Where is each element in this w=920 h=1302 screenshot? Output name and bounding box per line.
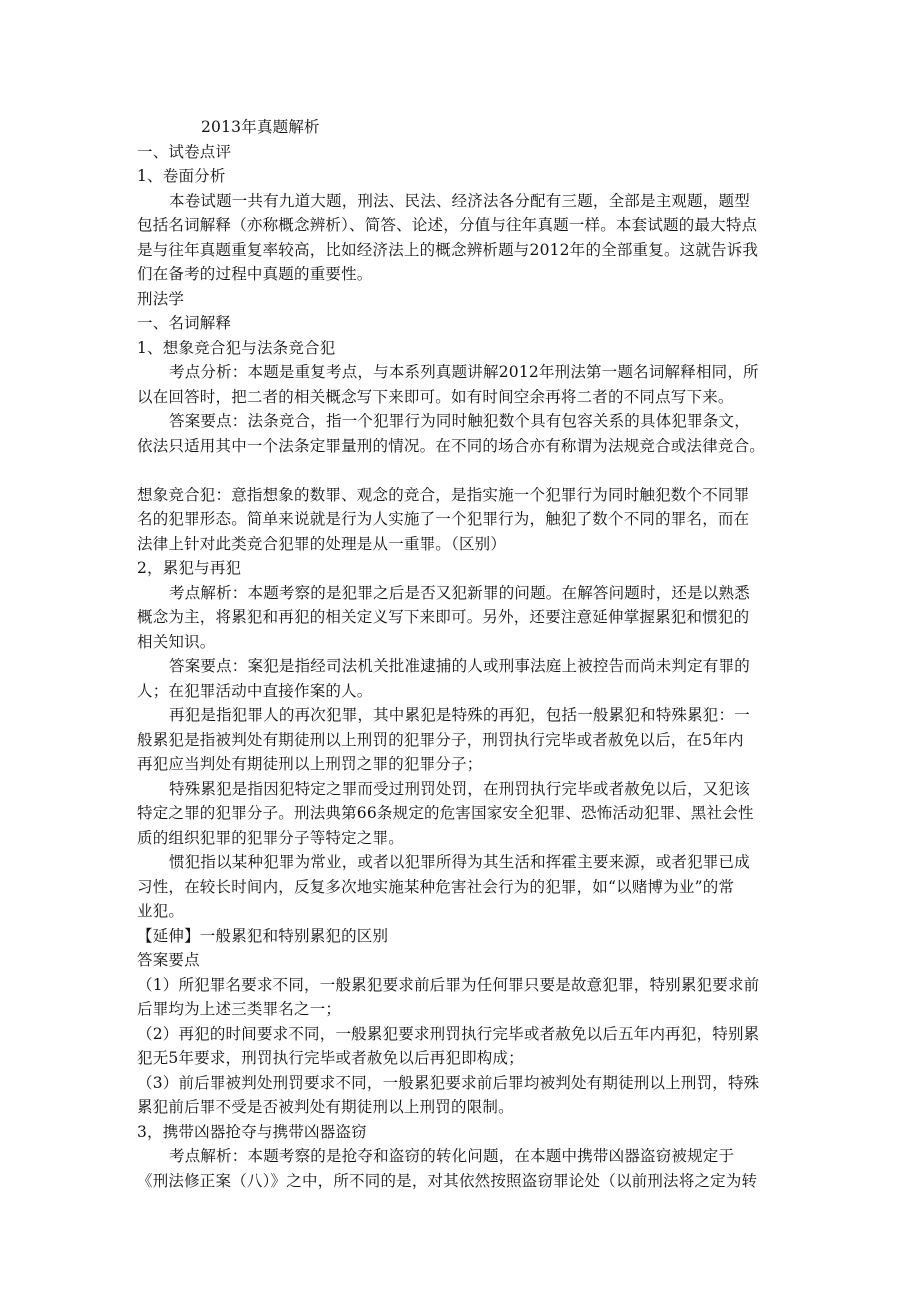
text-line: 累犯前后罪不受是否被判处有期徒刑以上刑罚的限制。 [137, 1098, 514, 1116]
text-line: 概念为主，将累犯和再犯的相关定义写下来即可。另外，还要注意延伸掌握累犯和惯犯的 [137, 608, 750, 626]
text-line: 犯无5年要求，刑罚执行完毕或者赦免以后再犯即构成； [137, 1049, 524, 1067]
text-line: 包括名词解释（亦称概念辨析）、简答、论述，分值与往年真题一样。本套试题的最大特点 [137, 216, 758, 234]
text-line: 考点分析：本题是重复考点，与本系列真题讲解2012年刑法第一题名词解释相同，所 [169, 363, 759, 381]
text-line: 相关知识。 [137, 632, 216, 651]
text-line: （1）所犯罪名要求不同，一般累犯要求前后罪为任何罪只要是故意犯罪，特别累犯要求前 [137, 975, 760, 994]
text-line: 考点解析：本题考察的是抢夺和盗窃的转化问题，在本题中携带凶器盗窃被规定于 [169, 1147, 735, 1165]
blank-line [137, 458, 785, 483]
text-line: 考点解析：本题考察的是犯罪之后是否又犯新罪的问题。在解答问题时，还是以熟悉 [169, 583, 750, 602]
text-line: 法律上针对此类竞合犯罪的处理是从一重罪。（区别） [137, 534, 507, 553]
text-line: 般累犯是指被判处有期徒刑以上刑罚的犯罪分子，刑罚执行完毕或者赦免以后，在5年内 [137, 730, 744, 749]
text-line: 们在备考的过程中真题的重要性。 [137, 265, 373, 283]
text-line: 后罪均为上述三类罪名之一； [137, 1000, 342, 1018]
text-line: 质的组织犯罪的犯罪分子等特定之罪。 [137, 828, 404, 847]
text-line: 习性，在较长时间内，反复多次地实施某种危害社会行为的犯罪，如“以赌博为业”的常 [137, 877, 735, 896]
text-line: 以在回答时，把二者的相关概念写下来即可。如有时间空余再将二者的不同点写下来。 [137, 387, 734, 406]
text-line: 特殊累犯是指因犯特定之罪而受过刑罚处罚，在刑罚执行完毕或者赦免以后，又犯该 [169, 779, 750, 798]
text-line: 1、卷面分析 [137, 167, 226, 185]
text-line: 刑法学 [137, 289, 185, 308]
text-line: 特定之罪的犯罪分子。刑法典第66条规定的危害国家安全犯罪、恐怖活动犯罪、黑社会性 [137, 804, 754, 822]
text-line: 名的犯罪形态。简单来说就是行为人实施了一个犯罪行为，触犯了数个不同的罪名，而在 [137, 510, 750, 528]
document-body [137, 115, 785, 1193]
text-line: 《刑法修正案（八）》之中，所不同的是，对其依然按照盗窃罪论处（以前刑法将之定为转 [137, 1171, 758, 1190]
text-line: 1、想象竞合犯与法条竞合犯 [137, 338, 336, 357]
text-line: 依法只适用其中一个法条定罪量刑的情况。在不同的场合亦有称谓为法规竞合或法律竞合。 [137, 436, 766, 455]
text-line: 一、名词解释 [137, 314, 232, 332]
text-line: （2）再犯的时间要求不同，一般累犯要求刑罚执行完毕或者赦免以后五年内再犯，特别累 [137, 1024, 760, 1043]
text-line: 2，累犯与再犯 [137, 559, 242, 577]
document-title: 2013年真题解析 [201, 118, 320, 136]
text-line: 【延伸】一般累犯和特别累犯的区别 [137, 926, 389, 945]
text-line: 答案要点 [137, 951, 200, 969]
text-line: 是与往年真题重复率较高，比如经济法上的概念辨析题与2012年的全部重复。这就告诉我 [137, 240, 759, 259]
text-line: 人；在犯罪活动中直接作案的人。 [137, 681, 373, 700]
text-line: 再犯应当判处有期徒刑以上刑罚之罪的犯罪分子； [137, 755, 483, 773]
text-line: （3）前后罪被判处刑罚要求不同，一般累犯要求前后罪均被判处有期徒刑以上刑罚，特殊 [137, 1073, 760, 1092]
text-line: 一、试卷点评 [137, 142, 232, 161]
text-line: 答案要点：案犯是指经司法机关批准逮捕的人或刑事法庭上被控告而尚未判定有罪的 [169, 657, 750, 675]
text-line: 想象竞合犯：意指想象的数罪、观念的竞合，是指实施一个犯罪行为同时触犯数个不同罪 [137, 485, 750, 504]
text-line: 再犯是指犯罪人的再次犯罪，其中累犯是特殊的再犯，包括一般累犯和特殊累犯：一 [169, 706, 750, 724]
text-line: 本卷试题一共有九道大题，刑法、民法、经济法各分配有三题，全部是主观题，题型 [169, 191, 750, 210]
text-line: 答案要点：法条竞合，指一个犯罪行为同时触犯数个具有包容关系的具体犯罪条文， [169, 412, 750, 430]
text-line: 惯犯指以某种犯罪为常业，或者以犯罪所得为其生活和挥霍主要来源，或者犯罪已成 [169, 853, 750, 871]
text-line: 3，携带凶器抢夺与携带凶器盗窃 [137, 1122, 367, 1141]
text-line: 业犯。 [137, 902, 185, 920]
